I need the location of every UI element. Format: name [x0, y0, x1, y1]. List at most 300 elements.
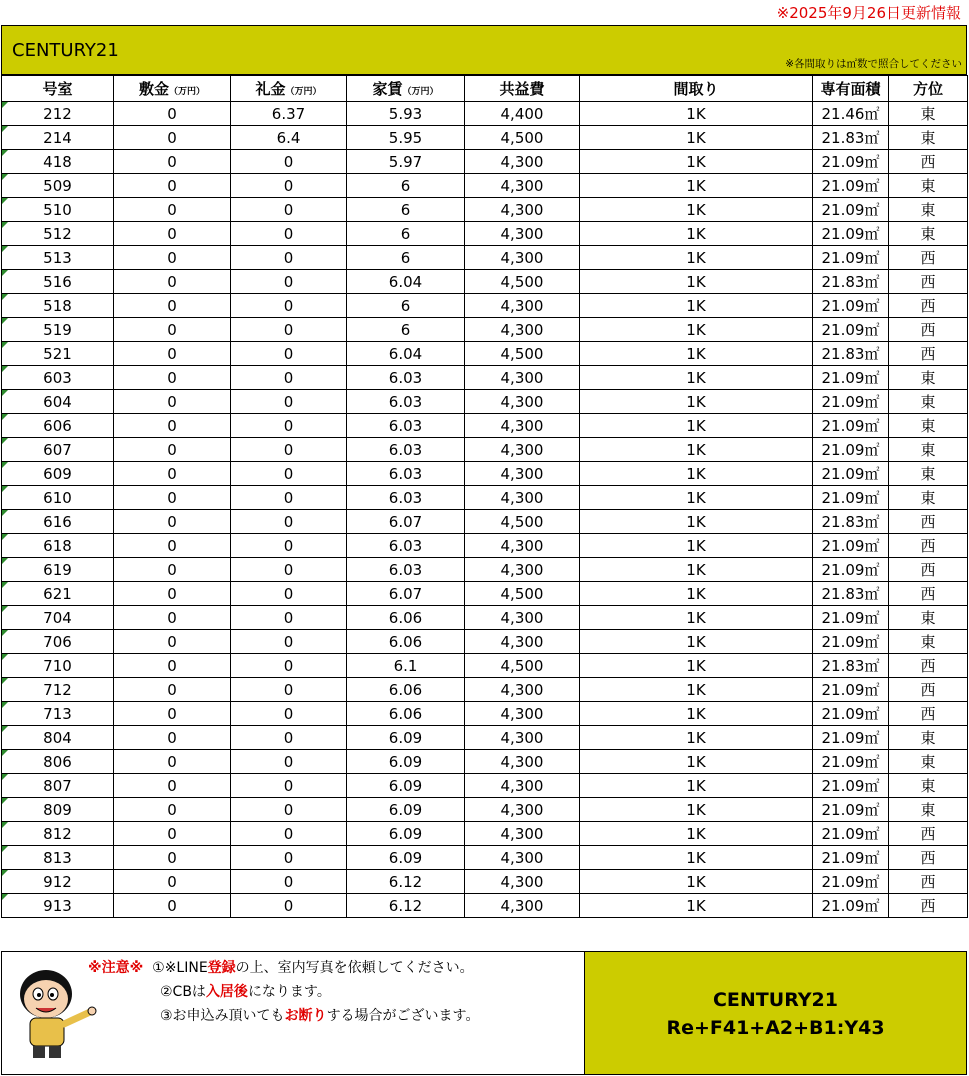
table-cell: 1K [580, 606, 813, 630]
table-row [2, 606, 968, 630]
table-cell: 6.03 [347, 366, 465, 390]
table-cell: 21.83㎡ [813, 270, 889, 294]
table-cell: 6.03 [347, 390, 465, 414]
table-cell: 21.09㎡ [813, 174, 889, 198]
footer [1, 951, 967, 1075]
table-cell: 4,300 [465, 822, 580, 846]
table-cell: 5.93 [347, 102, 465, 126]
table-cell: 21.09㎡ [813, 702, 889, 726]
table-cell: 5.95 [347, 126, 465, 150]
table-cell: 6.03 [347, 438, 465, 462]
table-cell: 712 [2, 678, 114, 702]
table-cell: 4,300 [465, 894, 580, 918]
table-cell: 4,300 [465, 534, 580, 558]
table-cell: 4,300 [465, 366, 580, 390]
table-cell: 713 [2, 702, 114, 726]
table-cell: 21.09㎡ [813, 606, 889, 630]
table-cell: 0 [114, 318, 231, 342]
table-cell: 0 [114, 678, 231, 702]
table-cell: 東 [889, 126, 968, 150]
table-cell: 513 [2, 246, 114, 270]
table-cell: 4,300 [465, 414, 580, 438]
table-cell: 1K [580, 630, 813, 654]
table-cell: 21.09㎡ [813, 846, 889, 870]
table-cell: 1K [580, 222, 813, 246]
table-cell: 0 [114, 726, 231, 750]
table-row [2, 270, 968, 294]
table-cell: 4,300 [465, 558, 580, 582]
table-cell: 604 [2, 390, 114, 414]
table-cell: 0 [231, 726, 347, 750]
table-cell: 6.4 [231, 126, 347, 150]
table-cell: 西 [889, 702, 968, 726]
table-cell: 東 [889, 390, 968, 414]
table-cell: 0 [231, 486, 347, 510]
table-cell: 6 [347, 318, 465, 342]
table-cell: 4,300 [465, 870, 580, 894]
table-cell: 0 [231, 390, 347, 414]
table-cell: 610 [2, 486, 114, 510]
table-cell: 0 [231, 894, 347, 918]
table-row [2, 582, 968, 606]
table-cell: 6.12 [347, 870, 465, 894]
table-row [2, 318, 968, 342]
table-cell: 510 [2, 198, 114, 222]
table-cell: 1K [580, 126, 813, 150]
table-cell: 0 [114, 366, 231, 390]
table-cell: 4,300 [465, 174, 580, 198]
brand-code: Re+F41+A2+B1:Y43 [666, 1017, 885, 1039]
table-cell: 4,300 [465, 606, 580, 630]
table-cell: 21.09㎡ [813, 390, 889, 414]
table-cell: 1K [580, 702, 813, 726]
table-cell: 913 [2, 894, 114, 918]
table-cell: 0 [231, 414, 347, 438]
table-cell: 0 [231, 510, 347, 534]
table-cell: 1K [580, 366, 813, 390]
table-cell: 6.09 [347, 846, 465, 870]
table-row [2, 174, 968, 198]
table-cell: 1K [580, 870, 813, 894]
table-cell: 0 [114, 390, 231, 414]
table-cell: 西 [889, 318, 968, 342]
table-cell: 0 [231, 174, 347, 198]
table-cell: 1K [580, 414, 813, 438]
table-cell: 0 [231, 198, 347, 222]
table-cell: 1K [580, 174, 813, 198]
table-cell: 6.04 [347, 270, 465, 294]
table-cell: 6 [347, 246, 465, 270]
table-cell: 東 [889, 174, 968, 198]
table-cell: 0 [114, 174, 231, 198]
table-cell: 1K [580, 750, 813, 774]
table-cell: 0 [114, 654, 231, 678]
table-cell: 東 [889, 774, 968, 798]
table-cell: 6 [347, 294, 465, 318]
table-cell: 606 [2, 414, 114, 438]
table-cell: 0 [231, 534, 347, 558]
table-cell: 1K [580, 246, 813, 270]
table-cell: 1K [580, 894, 813, 918]
table-cell: 6.03 [347, 414, 465, 438]
table-cell: 0 [231, 798, 347, 822]
table-cell: 813 [2, 846, 114, 870]
table-cell: 6 [347, 174, 465, 198]
table-cell: 西 [889, 150, 968, 174]
table-cell: 4,300 [465, 150, 580, 174]
note-2: ②CBは入居後になります。 [160, 984, 331, 1000]
table-cell: 21.09㎡ [813, 558, 889, 582]
table-cell: 0 [231, 702, 347, 726]
table-cell: 0 [114, 150, 231, 174]
note-3: ③お申込み頂いてもお断りする場合がございます。 [160, 1008, 480, 1024]
table-header [2, 76, 968, 102]
table-cell: 21.09㎡ [813, 414, 889, 438]
table-cell: 4,300 [465, 678, 580, 702]
table-cell: 東 [889, 750, 968, 774]
table-cell: 5.97 [347, 150, 465, 174]
brand-title: CENTURY21 [12, 40, 119, 61]
table-cell: 6 [347, 222, 465, 246]
table-cell: 0 [114, 558, 231, 582]
table-row [2, 534, 968, 558]
table-cell: 0 [114, 774, 231, 798]
table-cell: 21.83㎡ [813, 342, 889, 366]
table-cell: 西 [889, 534, 968, 558]
table-cell: 4,300 [465, 798, 580, 822]
table-cell: 21.09㎡ [813, 198, 889, 222]
table-cell: 0 [114, 870, 231, 894]
table-cell: 0 [114, 510, 231, 534]
table-row [2, 630, 968, 654]
table-cell: 912 [2, 870, 114, 894]
table-cell: 6.06 [347, 606, 465, 630]
table-cell: 0 [231, 270, 347, 294]
table-cell: 6.03 [347, 558, 465, 582]
table-cell: 4,500 [465, 270, 580, 294]
table-row [2, 150, 968, 174]
table-cell: 6.09 [347, 822, 465, 846]
table-cell: 0 [231, 222, 347, 246]
table-cell: 6 [347, 198, 465, 222]
table-cell: 4,500 [465, 654, 580, 678]
table-cell: 0 [231, 342, 347, 366]
table-cell: 0 [231, 438, 347, 462]
table-cell: 西 [889, 342, 968, 366]
table-cell: 4,500 [465, 342, 580, 366]
table-cell: 0 [231, 606, 347, 630]
table-cell: 603 [2, 366, 114, 390]
table-cell: 西 [889, 270, 968, 294]
table-cell: 0 [114, 126, 231, 150]
table-cell: 0 [231, 654, 347, 678]
table-row [2, 654, 968, 678]
table-row [2, 558, 968, 582]
table-cell: 710 [2, 654, 114, 678]
table-cell: 0 [114, 462, 231, 486]
brand-code-box [584, 952, 966, 1074]
table-cell: 4,300 [465, 702, 580, 726]
table-body [2, 102, 968, 918]
table-cell: 806 [2, 750, 114, 774]
table-cell: 519 [2, 318, 114, 342]
table-cell: 西 [889, 894, 968, 918]
table-cell: 21.09㎡ [813, 294, 889, 318]
table-cell: 0 [231, 558, 347, 582]
table-row [2, 342, 968, 366]
table-cell: 西 [889, 246, 968, 270]
table-row [2, 486, 968, 510]
table-cell: 0 [114, 582, 231, 606]
table-cell: 0 [114, 702, 231, 726]
table-cell: 0 [114, 246, 231, 270]
table-cell: 21.09㎡ [813, 150, 889, 174]
table-cell: 西 [889, 870, 968, 894]
table-cell: 4,300 [465, 318, 580, 342]
table-cell: 6.07 [347, 582, 465, 606]
table-row [2, 702, 968, 726]
table-row [2, 870, 968, 894]
table-cell: 0 [231, 846, 347, 870]
table-cell: 0 [231, 822, 347, 846]
table-cell: 6.09 [347, 774, 465, 798]
table-cell: 1K [580, 318, 813, 342]
table-row [2, 102, 968, 126]
table-cell: 21.46㎡ [813, 102, 889, 126]
column-header: 共益費 [465, 76, 580, 102]
table-cell: 0 [231, 678, 347, 702]
column-header: 専有面積 [813, 76, 889, 102]
table-cell: 6.03 [347, 462, 465, 486]
table-cell: 0 [114, 630, 231, 654]
table-cell: 西 [889, 822, 968, 846]
table-cell: 1K [580, 342, 813, 366]
table-cell: 4,300 [465, 222, 580, 246]
table-cell: 4,300 [465, 774, 580, 798]
table-row [2, 126, 968, 150]
table-cell: 21.09㎡ [813, 822, 889, 846]
table-cell: 1K [580, 294, 813, 318]
table-cell: 4,300 [465, 462, 580, 486]
table-cell: 6.06 [347, 630, 465, 654]
brand-header [1, 25, 967, 75]
column-header: 間取り [580, 76, 813, 102]
table-cell: 212 [2, 102, 114, 126]
table-cell: 4,300 [465, 246, 580, 270]
table-cell: 214 [2, 126, 114, 150]
table-row [2, 198, 968, 222]
table-cell: 6.07 [347, 510, 465, 534]
table-cell: 西 [889, 294, 968, 318]
table-row [2, 390, 968, 414]
table-cell: 東 [889, 198, 968, 222]
table-cell: 1K [580, 390, 813, 414]
table-cell: 21.09㎡ [813, 798, 889, 822]
table-cell: 0 [114, 438, 231, 462]
table-cell: 0 [114, 750, 231, 774]
table-cell: 21.83㎡ [813, 582, 889, 606]
table-cell: 0 [114, 534, 231, 558]
table-cell: 0 [114, 606, 231, 630]
table-cell: 1K [580, 486, 813, 510]
table-cell: 西 [889, 558, 968, 582]
table-cell: 4,500 [465, 126, 580, 150]
table-cell: 6.09 [347, 798, 465, 822]
table-cell: 21.09㎡ [813, 486, 889, 510]
table-cell: 21.09㎡ [813, 438, 889, 462]
table-cell: 0 [114, 486, 231, 510]
table-cell: 1K [580, 102, 813, 126]
table-row [2, 750, 968, 774]
table-cell: 1K [580, 558, 813, 582]
table-cell: 618 [2, 534, 114, 558]
table-cell: 4,300 [465, 438, 580, 462]
table-cell: 1K [580, 462, 813, 486]
table-cell: 607 [2, 438, 114, 462]
table-row [2, 294, 968, 318]
table-cell: 21.09㎡ [813, 774, 889, 798]
column-header: 号室 [2, 76, 114, 102]
table-row [2, 510, 968, 534]
table-cell: 21.83㎡ [813, 654, 889, 678]
table-cell: 東 [889, 222, 968, 246]
table-row [2, 774, 968, 798]
table-cell: 東 [889, 630, 968, 654]
table-cell: 0 [231, 150, 347, 174]
table-cell: 東 [889, 798, 968, 822]
table-cell: 21.09㎡ [813, 750, 889, 774]
table-cell: 619 [2, 558, 114, 582]
table-cell: 807 [2, 774, 114, 798]
table-cell: 21.09㎡ [813, 462, 889, 486]
table-cell: 1K [580, 678, 813, 702]
table-cell: 0 [231, 318, 347, 342]
table-cell: 0 [114, 798, 231, 822]
table-cell: 0 [114, 846, 231, 870]
table-row [2, 798, 968, 822]
table-cell: 21.09㎡ [813, 894, 889, 918]
table-cell: 516 [2, 270, 114, 294]
table-cell: 809 [2, 798, 114, 822]
table-cell: 21.83㎡ [813, 126, 889, 150]
table-cell: 東 [889, 102, 968, 126]
table-cell: 東 [889, 366, 968, 390]
table-row [2, 846, 968, 870]
caution-label: ※注意※ [88, 960, 144, 976]
table-cell: 1K [580, 438, 813, 462]
table-cell: 21.09㎡ [813, 678, 889, 702]
cartoon-boy-icon [6, 964, 98, 1064]
table-row [2, 894, 968, 918]
table-cell: 0 [231, 870, 347, 894]
table-cell: 1K [580, 150, 813, 174]
table-cell: 21.09㎡ [813, 246, 889, 270]
table-cell: 1K [580, 654, 813, 678]
table-row [2, 462, 968, 486]
table-cell: 6.09 [347, 750, 465, 774]
table-cell: 512 [2, 222, 114, 246]
table-cell: 東 [889, 438, 968, 462]
table-cell: 東 [889, 414, 968, 438]
update-notice: ※2025年9月26日更新情報 [776, 4, 961, 22]
table-cell: 西 [889, 582, 968, 606]
table-row [2, 678, 968, 702]
table-cell: 4,300 [465, 630, 580, 654]
table-row [2, 246, 968, 270]
table-cell: 4,300 [465, 390, 580, 414]
vacancy-table [1, 75, 968, 918]
table-cell: 6.06 [347, 702, 465, 726]
brand-code-name: CENTURY21 [712, 989, 838, 1011]
table-cell: 6.09 [347, 726, 465, 750]
table-cell: 616 [2, 510, 114, 534]
table-cell: 東 [889, 486, 968, 510]
column-header: 方位 [889, 76, 968, 102]
column-header: 家賃（万円） [347, 76, 465, 102]
table-cell: 0 [231, 294, 347, 318]
table-cell: 4,300 [465, 726, 580, 750]
table-cell: 4,400 [465, 102, 580, 126]
table-cell: 0 [114, 822, 231, 846]
table-row [2, 438, 968, 462]
table-cell: 6.04 [347, 342, 465, 366]
table-cell: 0 [114, 198, 231, 222]
table-cell: 21.09㎡ [813, 318, 889, 342]
table-cell: 804 [2, 726, 114, 750]
table-row [2, 222, 968, 246]
table-cell: 21.09㎡ [813, 726, 889, 750]
table-cell: 1K [580, 798, 813, 822]
table-cell: 東 [889, 606, 968, 630]
table-cell: 東 [889, 462, 968, 486]
table-cell: 6.37 [231, 102, 347, 126]
area-note: ※各間取りは㎡数で照合してください [785, 58, 962, 70]
table-cell: 4,500 [465, 582, 580, 606]
table-cell: 1K [580, 726, 813, 750]
table-cell: 1K [580, 534, 813, 558]
table-cell: 0 [114, 222, 231, 246]
table-cell: 0 [231, 774, 347, 798]
table-cell: 0 [114, 414, 231, 438]
table-cell: 0 [114, 102, 231, 126]
table-cell: 東 [889, 726, 968, 750]
table-cell: 1K [580, 270, 813, 294]
table-cell: 0 [231, 582, 347, 606]
table-cell: 706 [2, 630, 114, 654]
table-cell: 0 [231, 246, 347, 270]
table-cell: 21.09㎡ [813, 870, 889, 894]
table-cell: 1K [580, 582, 813, 606]
table-cell: 21.09㎡ [813, 534, 889, 558]
table-cell: 0 [114, 294, 231, 318]
table-cell: 621 [2, 582, 114, 606]
table-cell: 1K [580, 198, 813, 222]
table-cell: 西 [889, 510, 968, 534]
table-cell: 0 [231, 462, 347, 486]
table-cell: 0 [114, 894, 231, 918]
table-cell: 1K [580, 774, 813, 798]
table-row [2, 414, 968, 438]
column-header: 敷金（万円） [114, 76, 231, 102]
column-header: 礼金（万円） [231, 76, 347, 102]
table-cell: 西 [889, 678, 968, 702]
table-row [2, 366, 968, 390]
table-row [2, 726, 968, 750]
table-cell: 西 [889, 846, 968, 870]
table-cell: 6.06 [347, 678, 465, 702]
table-cell: 4,300 [465, 486, 580, 510]
table-cell: 6.03 [347, 534, 465, 558]
